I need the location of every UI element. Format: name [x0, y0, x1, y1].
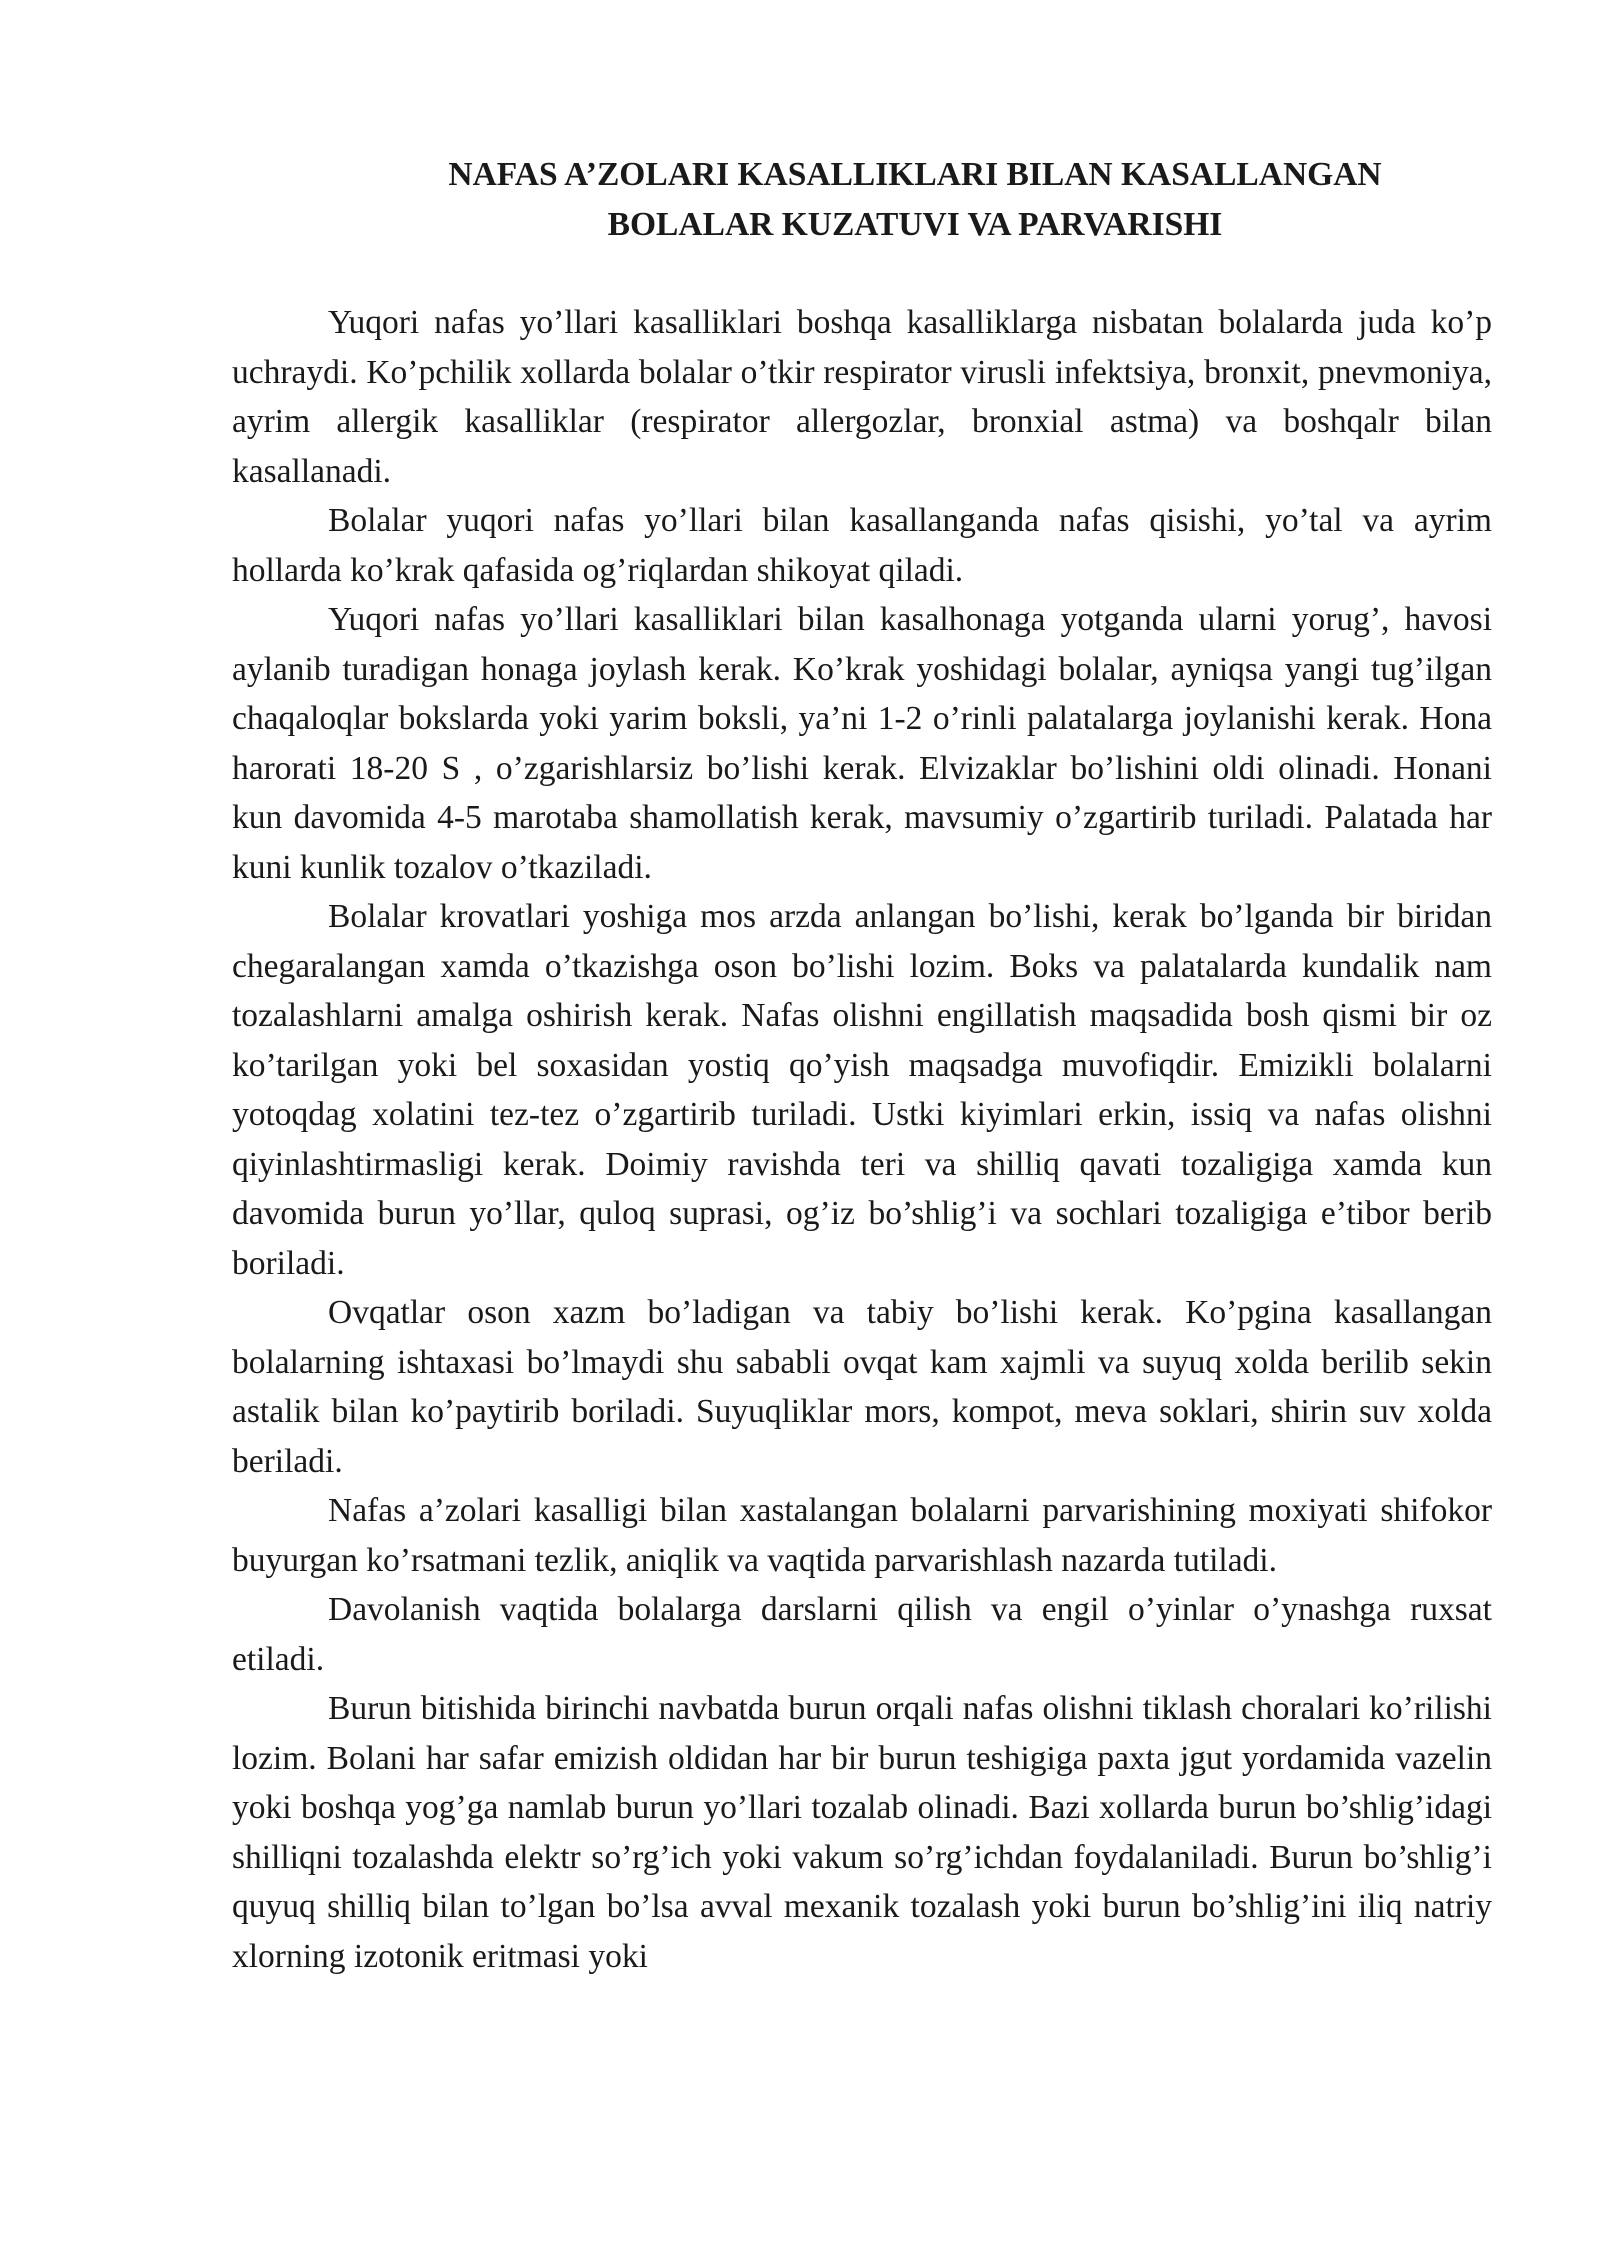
- title-line-1: NAFAS A’ZOLARI KASALLIKLARI BILAN KASALLANGAN: [448, 156, 1382, 193]
- paragraph: Bolalar krovatlari yoshiga mos arzda anlangan bo’lishi, kerak bo’lganda bir biridan chegaralangan xamda o’tkazishga oson bo’lishi lozim. Boks va palatalarda kundalik nam tozalashlarni amalga oshirish kerak. Nafas olishni engillatish maqsadida bosh qismi bir oz ko’tarilgan yoki bel soxasidan yostiq qo’yish maqsadga muvofiqdir. Emizikli bolalarni yotoqdag xolatini tez-tez o’zgartirib turiladi. Ustki kiyimlari erkin, issiq va nafas olishni qiyinlashtirmasligi kerak. Doimiy ravishda teri va shilliq qavati tozaligiga xamda kun davomida burun yo’llar, quloq suprasi, og’iz bo’shlig’i va sochlari tozaligiga e’tibor berib boriladi.: [232, 898, 1492, 1282]
- paragraph: Ovqatlar oson xazm bo’ladigan va tabiy bo’lishi kerak. Ko’pgina kasallangan bolalarning ishtaxasi bo’lmaydi shu sababli ovqat kam xajmli va suyuq xolda berilib sekin astalik bilan ko’paytirib boriladi. Suyuqliklar mors, kompot, meva soklari, shirin suv xolda beriladi.: [232, 1294, 1492, 1480]
- paragraph: Yuqori nafas yo’llari kasalliklari boshqa kasalliklarga nisbatan bolalarda juda ko’p uchraydi. Ko’pchilik xollarda bolalar o’tkir respirator virusli infektsiya, bronxit, pnevmoniya, ayrim allergik kasalliklar (respirator allergozlar, bronxial astma) va boshqalr bilan kasallanadi.: [232, 304, 1492, 490]
- paragraph: Bolalar yuqori nafas yo’llari bilan kasallanganda nafas qisishi, yo’tal va ayrim hollarda ko’krak qafasida og’riqlardan shikoyat qiladi.: [232, 502, 1492, 589]
- document-title: [250, 150, 1580, 250]
- document-body: [232, 298, 1492, 1981]
- paragraph: Burun bitishida birinchi navbatda burun orqali nafas olishni tiklash choralari ko’rilishi lozim. Bolani har safar emizish oldidan har bir burun teshigiga paxta jgut yordamida vazelin yoki boshqa yog’ga namlab burun yo’llari tozalab olinadi. Bazi xollarda burun bo’shlig’idagi shilliqni tozalashda elektr so’rg’ich yoki vakum so’rg’ichdan foydalaniladi. Burun bo’shlig’i quyuq shilliq bilan to’lgan bo’lsa avval mexanik tozalash yoki burun bo’shlig’ini iliq natriy xlorning izotonik eritmasi yoki: [232, 1690, 1492, 1975]
- paragraph: Davolanish vaqtida bolalarga darslarni qilish va engil o’yinlar o’ynashga ruxsat etiladi.: [232, 1591, 1492, 1678]
- paragraph: Nafas a’zolari kasalligi bilan xastalangan bolalarni parvarishining moxiyati shifokor buyurgan ko’rsatmani tezlik, aniqlik va vaqtida parvarishlash nazarda tutiladi.: [232, 1492, 1492, 1579]
- paragraph: Yuqori nafas yo’llari kasalliklari bilan kasalhonaga yotganda ularni yorug’, havosi aylanib turadigan honaga joylash kerak. Ko’krak yoshidagi bolalar, ayniqsa yangi tug’ilgan chaqaloqlar bokslarda yoki yarim boksli, ya’ni 1-2 o’rinli palatalarga joylanishi kerak. Hona harorati 18-20 S , o’zgarishlarsiz bo’lishi kerak. Elvizaklar bo’lishini oldi olinadi. Honani kun davomida 4-5 marotaba shamollatish kerak, mavsumiy o’zgartirib turiladi. Palatada har kuni kunlik tozalov o’tkaziladi.: [232, 601, 1492, 886]
- title-line-2: BOLALAR KUZATUVI VA PARVARISHI: [607, 206, 1223, 243]
